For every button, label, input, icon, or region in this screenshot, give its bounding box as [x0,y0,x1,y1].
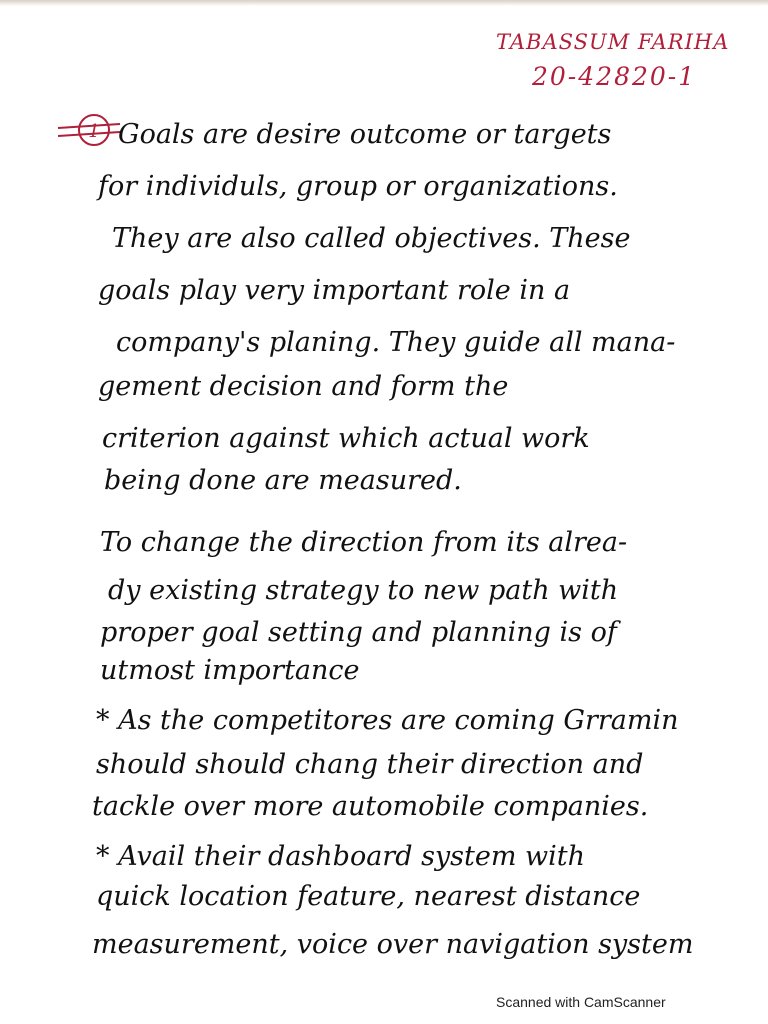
question-number: 1 [88,121,100,142]
text-line: should should chang their direction and [96,749,644,780]
text-line: company's planing. They guide all mana- [116,327,676,358]
text-line: To change the direction from its alrea- [100,527,628,558]
text-line: gement decision and form the [98,371,509,402]
text-line: measurement, voice over navigation system [92,929,694,960]
question-number-marker [56,110,122,150]
text-line: tackle over more automobile companies. [92,791,649,822]
author-id: 20-42820-1 [532,62,697,91]
author-name: TABASSUM FARIHA [496,30,730,54]
scanner-watermark: Scanned with CamScanner [496,994,666,1010]
text-line: criterion against which actual work [102,423,590,454]
text-line: * Avail their dashboard system with [96,841,586,872]
text-line: dy existing strategy to new path with [108,575,619,606]
text-line: for individuls, group or organizations. [98,171,618,202]
text-line: Goals are desire outcome or targets [118,119,612,150]
text-line: quick location feature, nearest distance [96,881,641,912]
text-line: proper goal setting and planning is of [100,617,617,648]
text-line: goals play very important role in a [98,275,571,306]
text-line: * As the competitores are coming Grramin [96,705,679,736]
text-line: They are also called objectives. These [112,223,631,254]
text-line: utmost importance [100,655,360,686]
paper-top-edge [0,0,768,6]
text-line: being done are measured. [104,465,462,496]
